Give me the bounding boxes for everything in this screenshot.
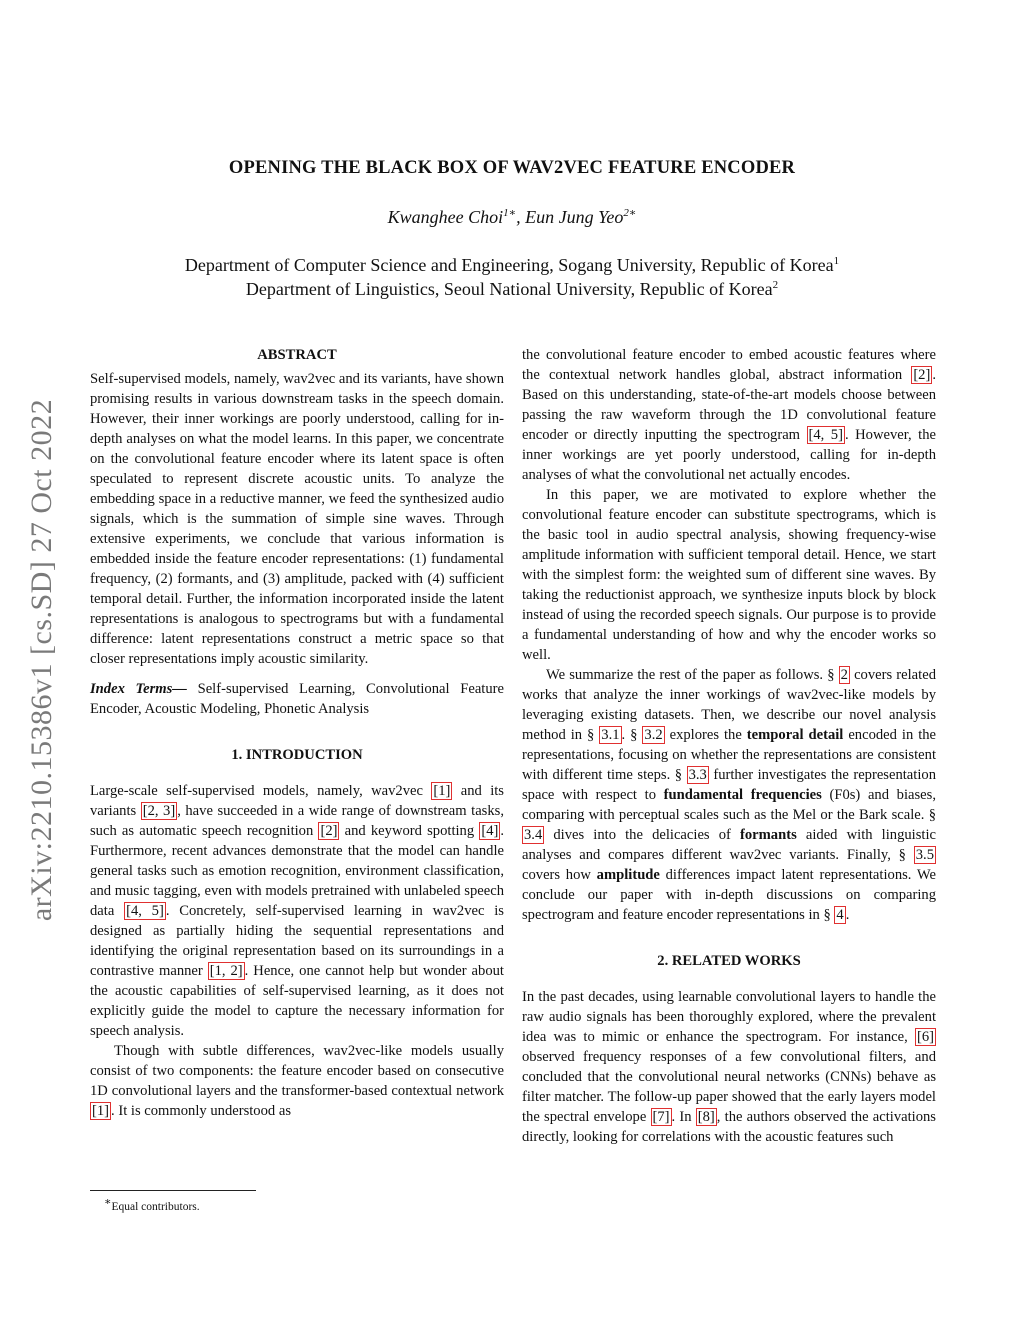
text-run: . Hence, one cannot help but wonder about the acoustic capabilities of self-supervised learning, as it does not explicitly guide the model to capture the necessary information for speech analysis. [90, 963, 504, 1039]
right-column [522, 345, 936, 1147]
text-run: Large-scale self-supervised models, namely, wav2vec [90, 783, 432, 799]
text-run: covers related works that analyze the inner workings of wav2vec-like models by leveraging existing datasets. Then, we describe our novel analysis method in § [522, 667, 936, 743]
affiliation-2-text: Department of Linguistics, Seoul National University, Republic of Korea [245, 279, 773, 299]
text-run: encoded in the representations, focusing on whether the representations are consistent with different time steps. § [522, 727, 937, 783]
abstract-heading: ABSTRACT [257, 347, 337, 363]
intro-paragraph-1 [90, 781, 504, 1041]
affiliation-1-sup: 1 [833, 255, 840, 267]
text-run: and its variants [90, 783, 504, 819]
bold-term: formants [740, 827, 797, 843]
citation-link[interactable]: [2] [320, 823, 338, 839]
text-run: . Based on this understanding, state-of-the-art models choose between passing the raw waveform through the 1D convolutional feature encoder or directly inputting the spectrogram [522, 367, 936, 443]
text-run: (F0s) and biases, comparing with perceptual scales such as the Mel or the Bark scale. § [522, 787, 936, 823]
author-1: Kwanghee Choi [387, 207, 504, 227]
citation-link[interactable]: [4, 5] [126, 903, 164, 919]
text-run: We summarize the rest of the paper as follows. § [546, 667, 839, 683]
affiliation-1-text: Department of Computer Science and Engineering, Sogang University, Republic of Korea [184, 255, 834, 275]
author-2: Eun Jung Yeo [525, 207, 624, 227]
footnote-mark: ∗ [104, 1196, 112, 1208]
text-run: , the authors observed the activations directly, looking for correlations with the acoustic features such [522, 1109, 936, 1145]
text-run: and keyword spotting [339, 823, 480, 839]
citation-link[interactable]: [4] [481, 823, 499, 839]
text-run: . However, the inner workings are yet poorly understood, calling for in-depth analyses of what the convolutional net actually encodes. [522, 427, 936, 483]
bold-term: temporal detail [746, 727, 844, 743]
intro-paragraph-4: In this paper, we are motivated to explore whether the convolutional feature encoder can substitute spectrograms, which is the basic tool in audio spectral analysis, showing frequency-wise amplitude information with sufficient temporal detail. Hence, we start with the simplest form: the weighted sum of different sine waves. By taking the reductionist approach, we synthesize inputs block by block instead of using the recorded speech signals. Our purpose is to provide a fundamental understanding of how and why the encoder works so well. [522, 487, 936, 663]
text-run: dives into the delicacies of [544, 827, 740, 843]
affiliation-2-sup: 2 [772, 279, 779, 291]
section-link[interactable]: 3.4 [524, 827, 543, 843]
section-link[interactable]: 4 [836, 907, 844, 923]
author-2-sup: 2∗ [623, 207, 637, 219]
section-link[interactable]: 3.2 [644, 727, 663, 743]
author-1-sup: 1∗ [503, 207, 517, 219]
left-column [90, 345, 504, 1121]
intro-paragraph-3 [522, 345, 936, 485]
text-run: differences impact latent representations. We conclude our paper with in-depth discussions on comparing spectrogram and feature encoder representations in § [522, 867, 936, 923]
author-separator: , [516, 207, 526, 227]
footnote-rule [90, 1190, 256, 1191]
text-run: further investigates the representation space with respect to [522, 767, 936, 803]
author-line [0, 206, 1024, 228]
text-run: covers how [522, 867, 597, 883]
text-run: . Concretely, self-supervised learning in wav2vec is designed as partially hiding the sequential representations and identifying the original representation based on its surroundings in a contrastive manner [90, 903, 504, 979]
arxiv-identifier-text: arXiv:2210.15386v1 [cs.SD] 27 Oct 2022 [25, 398, 58, 922]
text-run: In the past decades, using learnable convolutional layers to handle the raw audio signals has been thoroughly explored, where the prevalent idea was to mimic or enhance the spectrogram. For instance, [522, 989, 936, 1045]
text-run: explores the [664, 727, 747, 743]
text-run: , have succeeded in a wide range of downstream tasks, such as automatic speech recognition [90, 803, 504, 839]
footnote-text: Equal contributors. [111, 1200, 200, 1213]
citation-link[interactable]: [7] [652, 1109, 670, 1125]
section-link[interactable]: 3.1 [601, 727, 620, 743]
index-terms-text: Self-supervised Learning, Convolutional Feature Encoder, Acoustic Modeling, Phonetic Analysis [90, 681, 504, 717]
abstract-body: Self-supervised models, namely, wav2vec and its variants, have shown promising results in various downstream tasks in the speech domain. However, their inner workings are poorly understood, calling for in-depth analyses on what the model learns. In this paper, we concentrate on the convolutional feature encoder where its latent space is often speculated to represent discrete acoustic units. To analyze the embedding space in a reductive manner, we feed the synthesized audio signals, which is the summation of simple sine waves. Through extensive experiments, we conclude that various information is embedded inside the feature encoder representations: (1) fundamental frequency, (2) formants, and (3) amplitude, packed with (4) sufficient temporal detail. Further, the information incorporated inside the latent representations is analogous to spectrograms but with a fundamental difference: latent representations construct a metric space so that closer representations imply acoustic similarity. [90, 371, 504, 667]
section-link[interactable]: 3.5 [915, 847, 934, 863]
footnote [104, 1195, 200, 1213]
citation-link[interactable]: [1, 2] [209, 963, 243, 979]
index-terms-label: Index Terms— [90, 681, 187, 697]
index-terms [90, 679, 504, 719]
affiliation-1 [0, 255, 1024, 276]
text-run: the convolutional feature encoder to embed acoustic features where the contextual network handles global, abstract information [522, 347, 936, 383]
text-run: . It is commonly understood as [111, 1103, 292, 1119]
related-works-heading: 2. RELATED WORKS [657, 953, 801, 969]
text-run: . § [621, 727, 643, 743]
citation-link[interactable]: [4, 5] [808, 427, 843, 443]
citation-link[interactable]: [2] [913, 367, 931, 383]
citation-link[interactable]: [1] [92, 1103, 110, 1119]
text-run: aided with linguistic analyses and compares different wav2vec variants. Finally, § [522, 827, 936, 863]
citation-link[interactable]: [2, 3] [142, 803, 176, 819]
intro-heading: 1. INTRODUCTION [231, 747, 363, 763]
section-link[interactable]: 3.3 [688, 767, 707, 783]
bold-term: fundamental frequencies [663, 787, 822, 803]
arxiv-identifier [0, 320, 84, 1000]
text-run: . Furthermore, recent advances demonstrate that the model can handle general tasks such as emotion recognition, environment classification, and music tagging, even with models pretrained with unlabeled speech data [90, 823, 505, 919]
text-run: Though with subtle differences, wav2vec-like models usually consist of two components: the feature encoder based on consecutive 1D convolutional layers and the transformer-based contextual network [90, 1043, 504, 1099]
citation-link[interactable]: [8] [697, 1109, 715, 1125]
section-link[interactable]: 2 [840, 667, 848, 683]
text-run: . In [671, 1109, 696, 1125]
related-paragraph-1 [522, 987, 936, 1147]
text-run: . [845, 907, 850, 923]
citation-link[interactable]: [6] [916, 1029, 934, 1045]
intro-paragraph-2 [90, 1041, 504, 1121]
text-run: observed frequency responses of a few convolutional filters, and concluded that the convolutional neural networks (CNNs) behave as filter matcher. The follow-up paper showed that the early layers model the spectral envelope [522, 1049, 936, 1125]
intro-paragraph-5 [522, 665, 936, 925]
bold-term: amplitude [596, 867, 660, 883]
affiliation-2 [0, 279, 1024, 300]
citation-link[interactable]: [1] [433, 783, 451, 799]
paper-title: OPENING THE BLACK BOX OF WAV2VEC FEATURE ENCODER [228, 158, 796, 178]
